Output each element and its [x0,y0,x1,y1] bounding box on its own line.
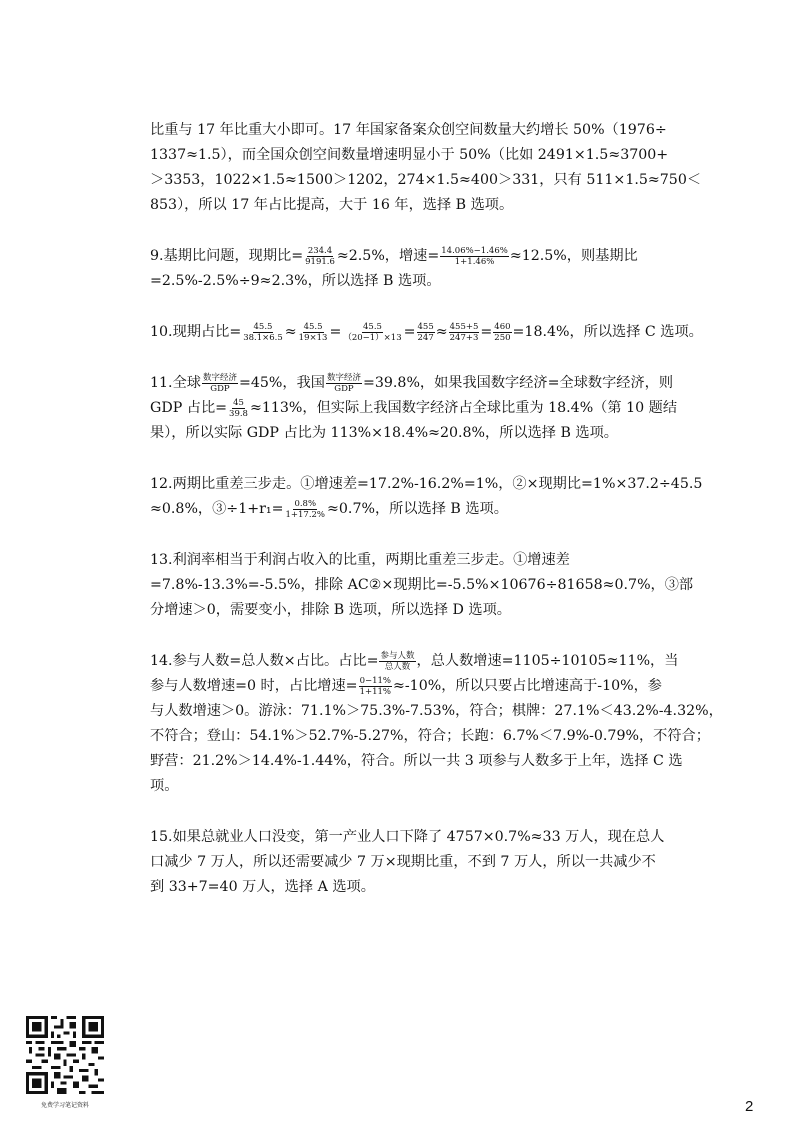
paragraph-q8 [150,118,702,218]
fraction [304,246,336,267]
fraction-numerator: 45.5 [303,321,323,332]
fraction-denominator: 19×13 [298,332,328,343]
fraction-numerator: 0−11% [359,675,391,686]
fraction-denominator: 1+11% [359,686,391,697]
text-segment: 14.参与人数=总人数×占比。占比= [150,653,379,669]
fraction-numerator: 45.5 [253,321,273,332]
fraction [359,676,392,697]
text-line [150,396,678,421]
fraction-denominator: 1+1.46% [454,256,495,267]
fraction-numerator: 455+5 [449,321,479,332]
text-line [150,497,650,522]
paragraph-q15 [150,825,665,900]
fraction-denominator: 总人数 [384,661,411,672]
text-line [150,649,679,674]
fraction-numerator: 45.5 [363,321,382,332]
paragraph-q10 [150,320,703,345]
text-line: 1337≈1.5），而全国众创空间数量增速明显小于 50%（比如 2491×1.5≈3700+ [150,147,669,163]
text-line: 项。 [150,778,179,794]
text-segment: =18.4%，所以选择 C 选项。 [512,324,703,340]
fraction-numerator: 数字经济 [202,372,237,383]
fraction [379,651,415,672]
paragraph-q9 [150,244,650,294]
text-segment: =39.8%，如果我国数字经济=全球数字经济，则 [362,375,674,391]
fraction [342,322,402,343]
text-segment: ≈ [435,324,448,340]
text-line: 口减少 7 万人，所以还需要减少 7 万×现期比重，不到 7 万人，所以一共减少不 [150,854,656,870]
paragraph-q14 [150,649,723,799]
fraction-numerator: 460 [494,321,511,332]
fraction-denominator: 247+3 [449,332,479,343]
paragraph-q11 [150,371,678,446]
text-segment: ≈2.5%，增速= [336,248,440,264]
page-number: 2 [745,1098,754,1115]
text-line: 853），所以 17 年占比提高，大于 16 年，选择 B 选项。 [150,197,514,213]
text-line: 15.如果总就业人口没变，第一产业人口下降了 4757×0.7%≈33 万人，现在总人 [150,829,665,845]
fraction-numerator: 45 [233,397,244,408]
paragraph-q12 [150,472,703,522]
answer-content [150,118,723,926]
fraction-numerator: 14.06%−1.46% [441,245,508,256]
text-segment: ≈113%，但实际上我国数字经济占全球比重为 18.4%（第 10 题结 [249,400,678,416]
text-line [150,320,703,345]
text-line: 分增速＞0，需要变小，排除 B 选项，所以选择 D 选项。 [150,602,511,618]
text-segment: 参与人数增速=0 时，占比增速= [150,678,358,694]
fraction [228,398,249,419]
fraction-numerator: 0.8% [294,498,317,509]
text-line: =2.5%-2.5%÷9≈2.3%，所以选择 B 选项。 [150,273,441,289]
text-line: =7.8%-13.3%=-5.5%，排除 AC②×现期比=-5.5%×10676÷81658≈0.7%，③部 [150,577,694,593]
text-segment: ≈0.7%，所以选择 B 选项。 [327,501,508,517]
fraction [417,322,435,343]
text-line: 比重与 17 年比重大小即可。17 年国家备案众创空间数量大约增长 50%（1976÷ [150,122,667,138]
fraction-numerator: 455 [417,321,434,332]
fraction-numerator: 参与人数 [380,650,415,661]
fraction-denominator: 247 [417,332,434,343]
text-segment: ≈12.5%，则基期比 [509,248,638,264]
text-line [150,674,662,699]
text-segment: GDP 占比= [150,400,228,416]
text-segment: = [403,324,416,340]
fraction-denominator: GDP [334,383,354,394]
text-segment: =45%，我国 [238,375,325,391]
fraction [284,499,326,520]
text-line: 与人数增速＞0。游泳：71.1%＞75.3%-7.53%，符合；棋牌：27.1%＜43.2%-4.32%， [150,703,723,719]
text-segment: ≈0.8%，③÷1+r₁= [150,501,284,517]
text-segment: 9.基期比问题，现期比= [150,248,304,264]
text-segment: = [480,324,493,340]
fraction [440,246,509,267]
fraction-denominator: （20−1）×13 [343,332,402,343]
text-segment: = [329,324,342,340]
fraction-denominator: 39.8 [229,408,248,419]
fraction-denominator: 250 [494,332,511,343]
text-segment: ≈ [284,324,297,340]
qr-caption: 免费学习笔记资料 [40,1102,89,1109]
text-line [150,244,650,269]
fraction [493,322,511,343]
text-line: 不符合；登山：54.1%＞52.7%-5.27%，符合；长跑：6.7%＜7.9%-0.79%，不符合； [150,728,710,744]
fraction [242,322,284,343]
fraction [326,373,362,394]
fraction [298,322,329,343]
text-line [150,371,674,396]
paragraph-q13 [150,548,694,623]
fraction-numerator: 数字经济 [326,372,361,383]
fraction-numerator: 234.4 [307,245,333,256]
qr-code-icon [26,1016,104,1094]
text-segment: 11.全球 [150,375,201,391]
fraction-denominator: 1+17.2% [285,509,326,520]
text-line: 野营：21.2%＞14.4%-1.44%，符合。所以一共 3 项参与人数多于上年，选择 C 选 [150,753,683,769]
text-segment: ≈-10%，所以只要占比增速高于-10%，参 [393,678,662,694]
text-segment: 10.现期占比= [150,324,242,340]
text-line: 13.利润率相当于利润占收入的比重，两期比重差三步走。①增速差 [150,552,570,568]
text-segment: ，总人数增速=1105÷10105≈11%，当 [416,653,679,669]
fraction [449,322,480,343]
fraction [202,373,238,394]
text-line: 12.两期比重差三步走。①增速差=17.2%-16.2%=1%，②×现期比=1%×37.2÷45.5 [150,476,703,492]
text-line: ＞3353，1022×1.5≈1500＞1202，274×1.5≈400＞331，只有 511×1.5≈750＜ [150,172,702,188]
text-line: 果），所以实际 GDP 占比为 113%×18.4%≈20.8%，所以选择 B 选项。 [150,425,618,441]
fraction-denominator: 38.1×6.5 [243,332,283,343]
fraction-denominator: GDP [210,383,230,394]
text-line: 到 33+7=40 万人，选择 A 选项。 [150,879,375,895]
fraction-denominator: 9191.6 [305,256,335,267]
